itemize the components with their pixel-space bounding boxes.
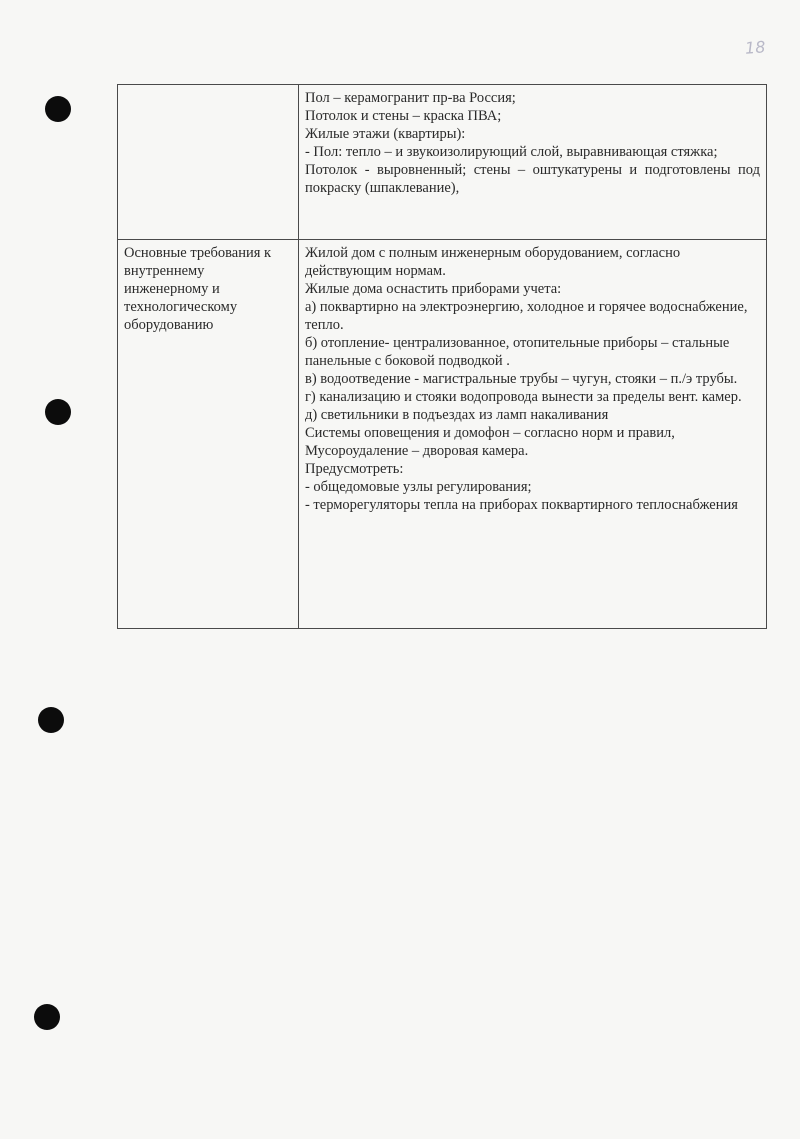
content-line: - Пол: тепло – и звукоизолирующий слой, выравнивающая стяжка; [304, 144, 718, 160]
content-line: д) светильники в подъездах из ламп накаливания [304, 407, 609, 423]
content-line: г) канализацию и стояки водопровода вынести за пределы вент. камер. [304, 389, 742, 405]
content-line: Пол – керамогранит пр-ва Россия; [304, 90, 516, 106]
row-content-cell [298, 240, 766, 629]
content-line: Жилой дом с полным инженерным оборудованием, согласно действующим нормам. [304, 245, 681, 279]
row-label-cell [118, 240, 299, 629]
content-line: в) водоотведение - магистральные трубы – чугун, стояки – п./э трубы. [304, 371, 738, 387]
content-line: б) отопление- централизованное, отопительные приборы – стальные панельные с боковой подводкой . [304, 335, 730, 369]
content-line: Системы оповещения и домофон – согласно норм и правил, [304, 425, 675, 441]
table-row [118, 85, 767, 240]
content-line: а) поквартирно на электроэнергию, холодное и горячее водоснабжение, тепло. [304, 299, 748, 333]
specification-table [117, 84, 767, 629]
page-number: 18 [744, 37, 766, 58]
punch-hole [38, 707, 64, 733]
table-row [118, 240, 767, 629]
punch-hole [45, 399, 71, 425]
content-line: Предусмотреть: [304, 461, 404, 477]
content-line: Потолок и стены – краска ПВА; [304, 108, 502, 124]
content-line: Жилые этажи (квартиры): [304, 126, 466, 142]
content-line: - терморегуляторы тепла на приборах поквартирного теплоснабжения [304, 497, 738, 513]
row-label-cell [118, 85, 299, 240]
content-line: - общедомовые узлы регулирования; [304, 479, 532, 495]
content-line: Мусороудаление – дворовая камера. [304, 443, 529, 459]
content-line: Потолок - выровненный; стены – оштукатурены и подготовлены под покраску (шпаклевание), [304, 162, 760, 196]
row-content-cell [298, 85, 766, 240]
punch-hole [45, 96, 71, 122]
content-line: Жилые дома оснастить приборами учета: [304, 281, 562, 297]
row-label: Основные требования к внутреннему инженерному и технологическому оборудованию [124, 245, 272, 333]
punch-hole [34, 1004, 60, 1030]
